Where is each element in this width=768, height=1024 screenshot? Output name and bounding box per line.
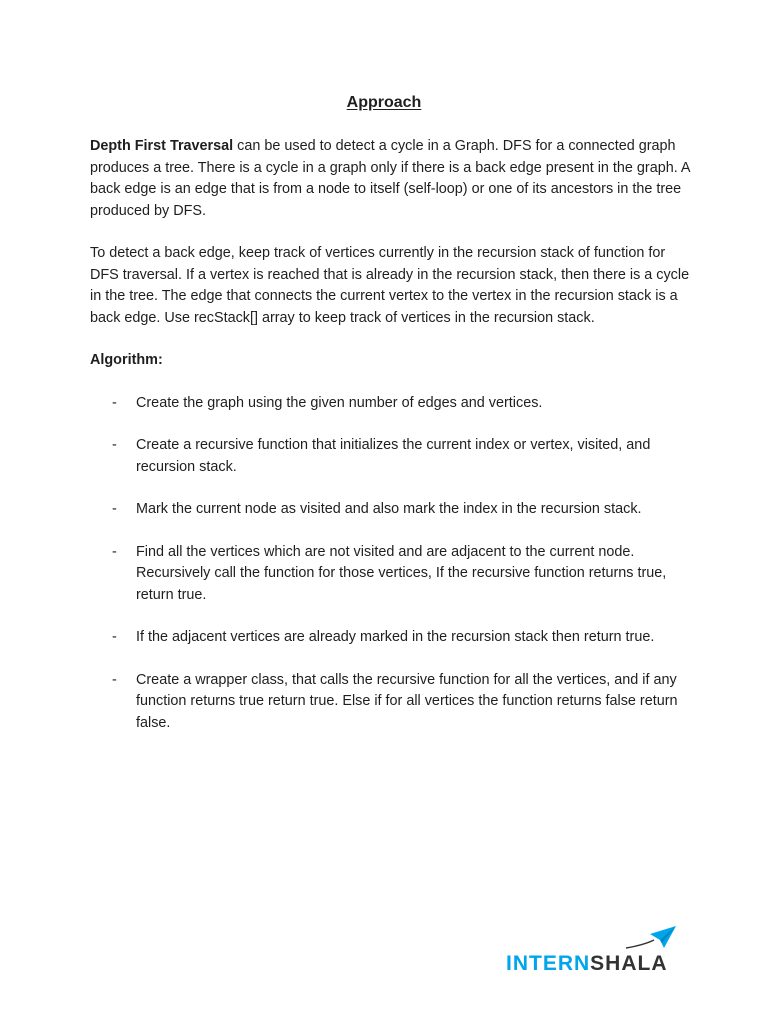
bullet-dash: - (112, 437, 117, 453)
algorithm-step (90, 627, 690, 649)
bullet-dash: - (112, 501, 117, 517)
logo-wordmark-part-2: SHALA (590, 952, 668, 975)
algorithm-step-text: If the adjacent vertices are already marked in the recursion stack then return true. (136, 629, 655, 645)
logo-wordmark (506, 952, 668, 976)
algorithm-step-text: Find all the vertices which are not visited and are adjacent to the current node. Recursively call the function for those vertices, If the recursive function returns true, return true. (136, 543, 667, 603)
algorithm-step-text: Create a wrapper class, that calls the recursive function for all the vertices, and if any function returns true return true. Else if for all vertices the function returns false return false. (136, 671, 678, 731)
algorithm-step (90, 542, 690, 607)
logo-wordmark-part-1: INTERN (506, 952, 591, 975)
bullet-dash: - (112, 629, 117, 645)
algorithm-step (90, 670, 690, 735)
intro-paragraph (90, 136, 690, 222)
algorithm-step (90, 393, 690, 415)
page-title: Approach (346, 94, 422, 111)
intro-bold-lead: Depth First Traversal (90, 138, 234, 154)
detail-paragraph: To detect a back edge, keep track of vertices currently in the recursion stack of function for DFS traversal. If a vertex is reached that is already in the recursion stack, then there is a cycle in the tree. The edge that connects the current vertex to the vertex in the recursion stack is a back edge. Use recStack[] array to keep track of vertices in the recursion stack. (90, 245, 690, 326)
algorithm-step-text: Mark the current node as visited and also mark the index in the recursion stack. (136, 501, 642, 517)
algorithm-step-text: Create the graph using the given number of edges and vertices. (136, 394, 543, 411)
document-body (90, 136, 690, 755)
algorithm-step-text: Create a recursive function that initializes the current index or vertex, visited, and recursion stack. (136, 437, 651, 475)
bullet-dash: - (112, 671, 117, 688)
algorithm-heading: Algorithm: (90, 352, 163, 368)
intro-text: can be used to detect a cycle in a Graph. DFS for a connected graph produces a tree. There is a cycle in a graph only if there is a back edge present in the graph. A back edge is an edge that is from a node to itself (self-loop) or one of its ancestors in the tree produced by DFS. (90, 138, 690, 219)
algorithm-step (90, 435, 690, 478)
bullet-dash: - (112, 543, 117, 560)
internshala-logo (506, 924, 678, 978)
algorithm-step (90, 499, 690, 521)
paper-plane-icon (624, 924, 678, 954)
algorithm-steps-list (90, 393, 690, 735)
bullet-dash: - (112, 394, 117, 411)
